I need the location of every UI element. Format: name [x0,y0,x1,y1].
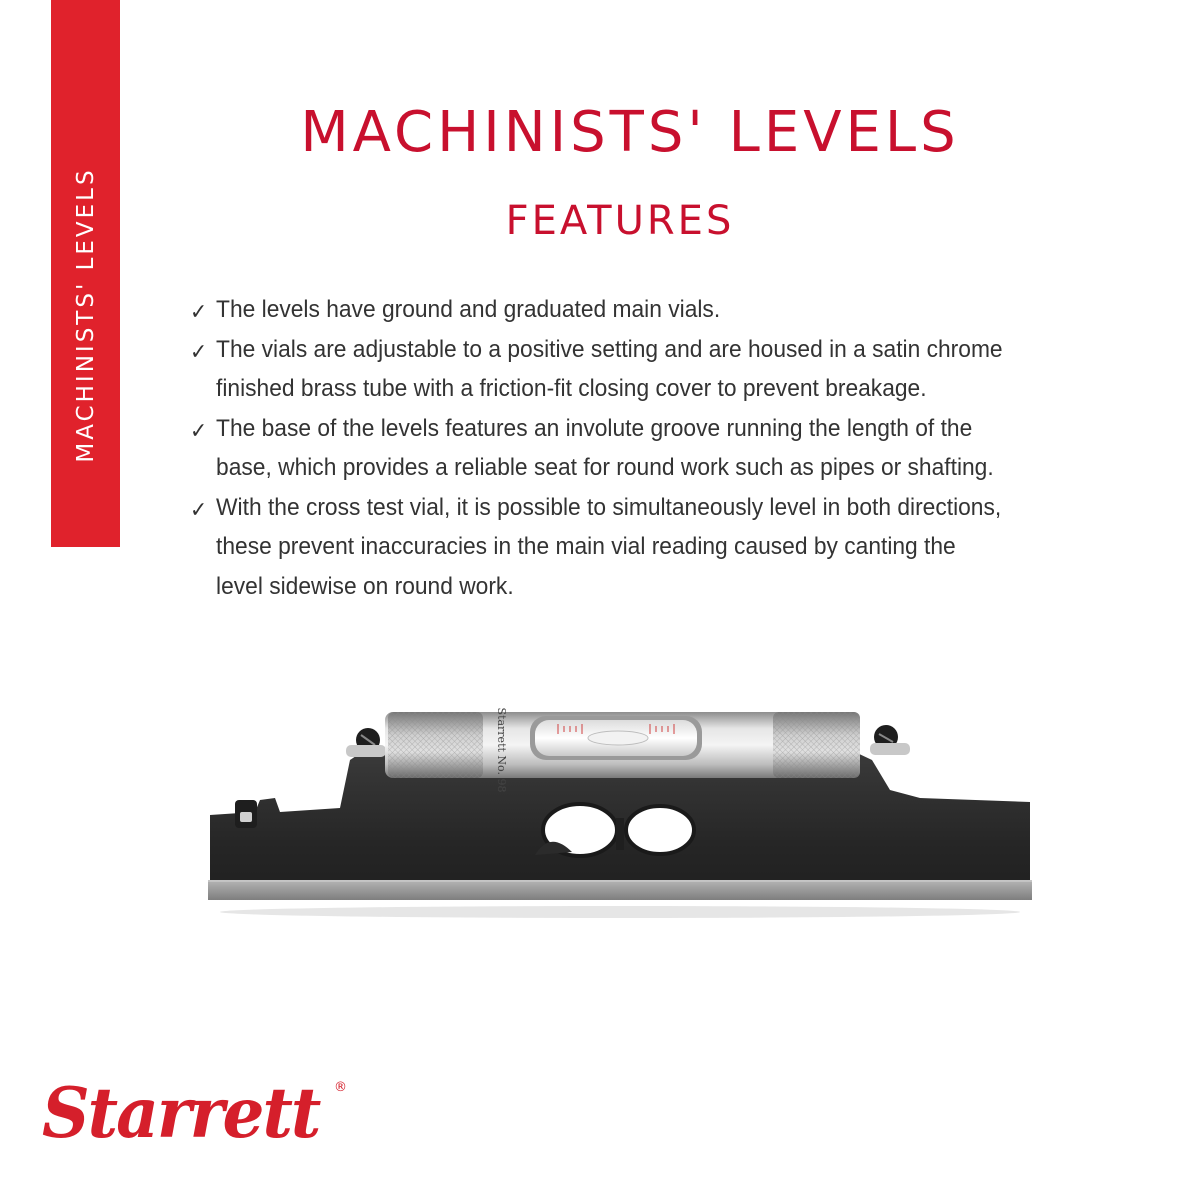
feature-text: The levels have ground and graduated main vials. [216,296,721,323]
feature-text: The vials are adjustable to a positive setting and are housed in a satin chrome finished brass tube with a friction-fit closing cover to prevent breakage. [216,335,1003,402]
machinist-level-image [200,690,1040,920]
check-icon: ✓ [190,496,208,522]
check-icon: ✓ [190,417,208,443]
registered-mark: ® [334,1080,347,1095]
feature-list [190,290,1008,606]
feature-item [190,290,1008,330]
side-banner-label: MACHINISTS' LEVELS [72,167,99,463]
feature-text: With the cross test vial, it is possible to simultaneously level in both directions, these prevent inaccuracies in the main vial reading caused by canting the level sidewise on round work. [216,493,1002,600]
feature-item [190,488,1008,607]
page-title: MACHINISTS' LEVELS [300,100,960,165]
brand-name: Starrett [42,1072,320,1154]
tube-engraving: Starrett No. 98 [495,707,508,793]
feature-item [190,330,1008,409]
feature-text: The base of the levels features an involute groove running the length of the base, which provides a reliable seat for round work such as pipes or shafting. [216,414,994,481]
check-icon: ✓ [190,338,208,364]
feature-item [190,409,1008,488]
section-subtitle: FEATURES [505,198,735,244]
check-icon: ✓ [190,299,208,324]
side-banner [51,0,120,547]
starrett-logo [42,1068,352,1168]
